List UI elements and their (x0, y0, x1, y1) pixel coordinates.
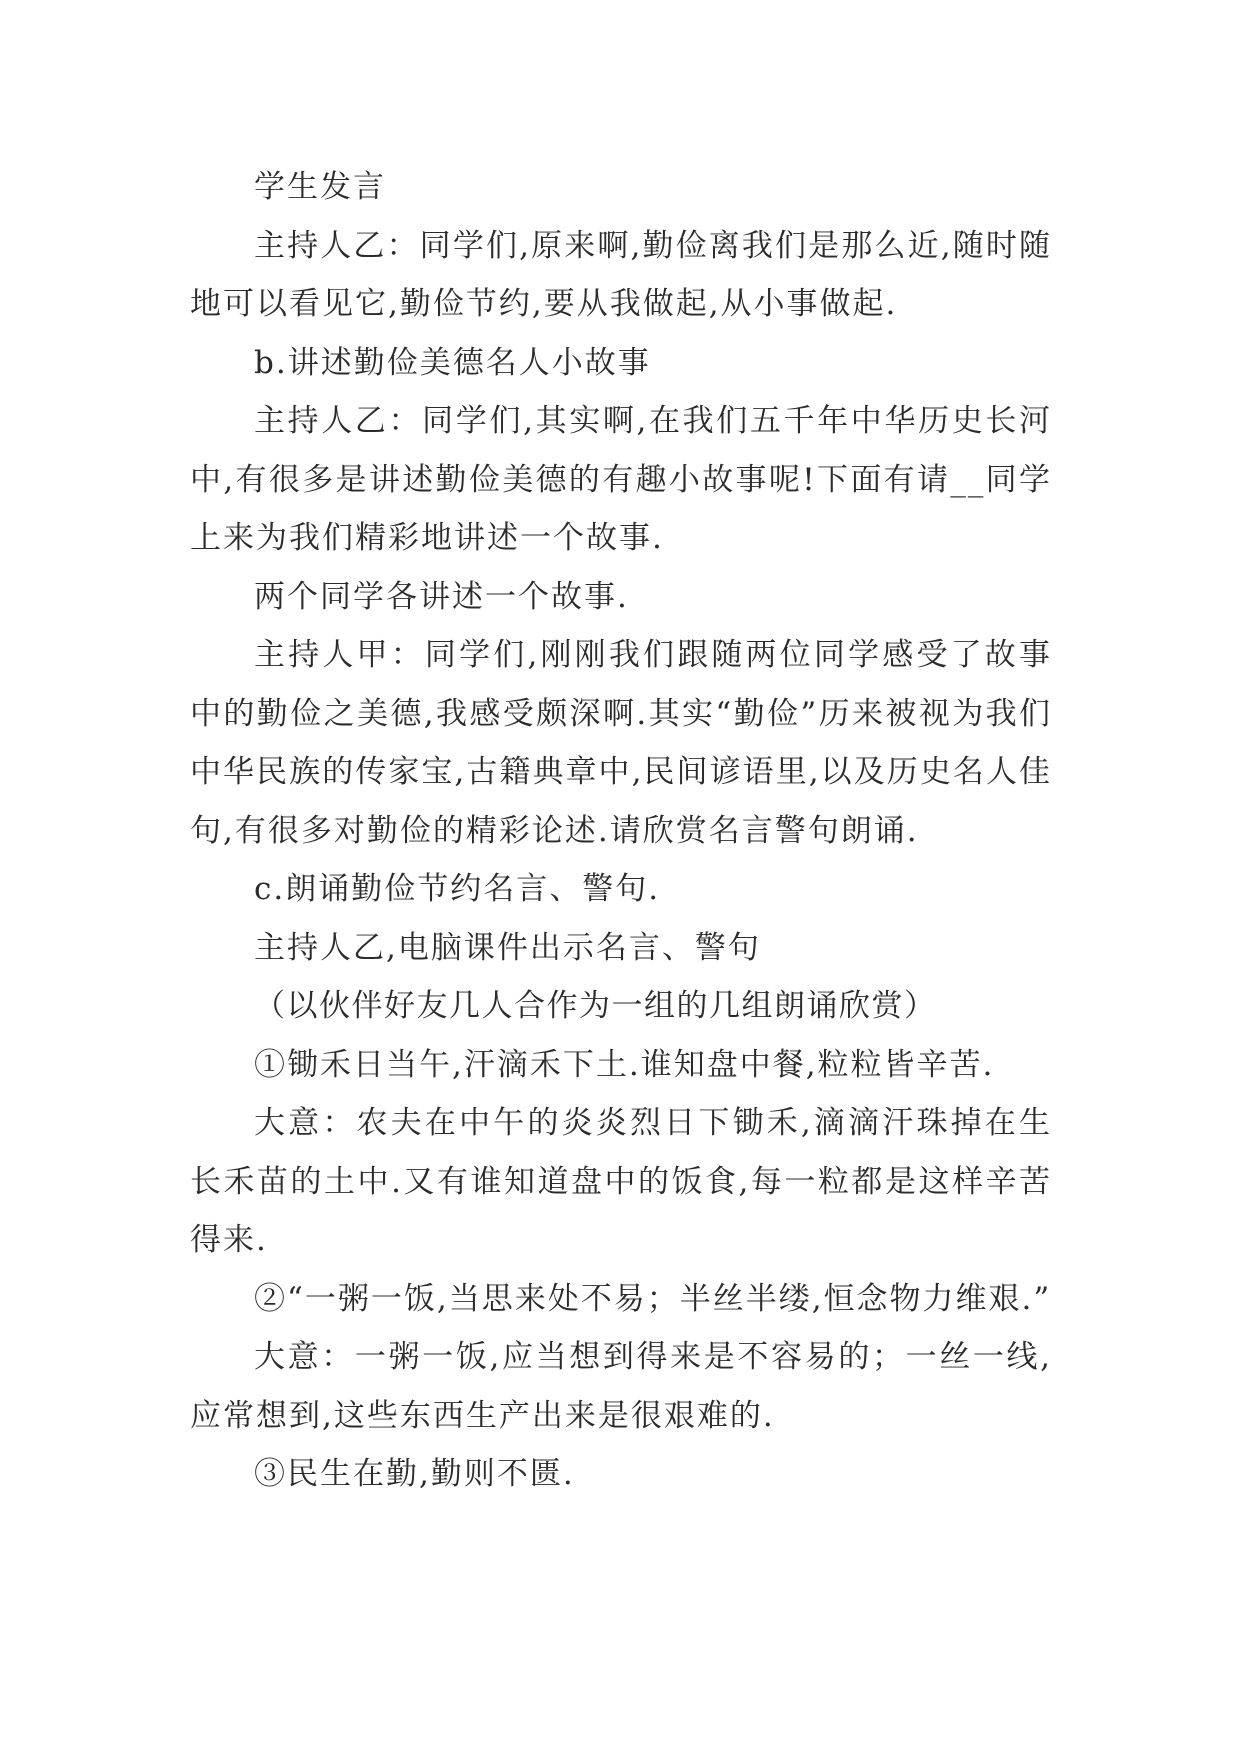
paragraph-host-b-stories: 主持人乙：同学们,其实啊,在我们五千年中华历史长河中,有很多是讲述勤俭美德的有趣小故事呢!下面有请__同学上来为我们精彩地讲述一个故事. (190, 403, 1052, 556)
paragraph-section-c-heading: c.朗诵勤俭节约名言、警句. (254, 871, 661, 907)
paragraph-two-students: 两个同学各讲述一个故事. (254, 578, 629, 615)
paragraph-meaning-2: 大意：一粥一饭,应当想到得来是不容易的；一丝一线,应常想到,这些东西生产出来是很艰难的. (190, 1339, 1052, 1434)
paragraph-host-b-diligence-near: 主持人乙：同学们,原来啊,勤俭离我们是那么近,随时随地可以看见它,勤俭节约,要从我做起,从小事做起. (190, 227, 1052, 322)
paragraph-quote-2: ②“一粥一饭,当思来处不易；半丝半缕,恒念物力维艰.” (254, 1280, 1052, 1317)
paragraph-student-speech: 学生发言 (254, 169, 386, 205)
paragraph-section-b-heading: b.讲述勤俭美德名人小故事 (254, 344, 651, 381)
document-body (190, 158, 1052, 1504)
paragraph-quote-1: ①锄禾日当午,汗滴禾下土.谁知盘中餐,粒粒皆辛苦. (254, 1046, 995, 1083)
paragraph-host-b-slides: 主持人乙,电脑课件出示名言、警句 (254, 929, 761, 966)
paragraph-meaning-1: 大意：农夫在中午的炎炎烈日下锄禾,滴滴汗珠掉在生长禾苗的土中.又有谁知道盘中的饭食,每一粒都是这样辛苦得来. (190, 1105, 1052, 1258)
paragraph-quote-3: ③民生在勤,勤则不匮. (254, 1456, 575, 1492)
paragraph-group-recital-note: （以伙伴好友几人合作为一组的几组朗诵欣赏） (254, 988, 937, 1024)
paragraph-host-a-heritage: 主持人甲：同学们,刚刚我们跟随两位同学感受了故事中的勤俭之美德,我感受颇深啊.其实“勤俭”历来被视为我们中华民族的传家宝,古籍典章中,民间谚语里,以及历史名人佳句,有很多对勤俭的精彩论述.请欣赏名言警句朗诵. (190, 637, 1052, 849)
